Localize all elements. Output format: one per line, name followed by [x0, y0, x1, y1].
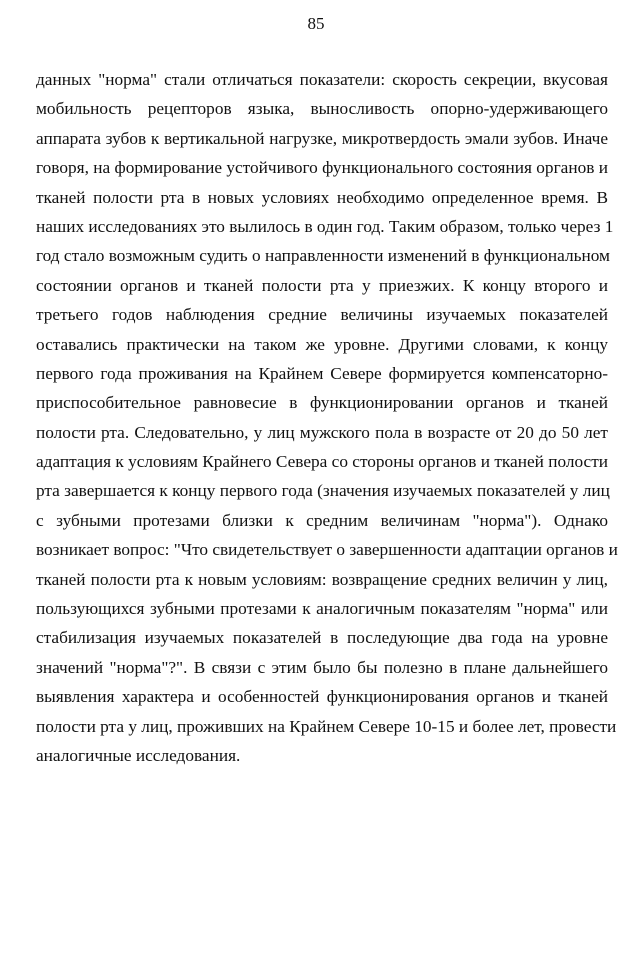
- text-line: полости рта у лиц, проживших на Крайнем Севере 10-15 и более лет, провести: [36, 716, 617, 736]
- text-line: рта завершается к концу первого года (значения изучаемых показателей у лиц: [36, 481, 610, 501]
- text-line: оставались практически на таком же уровне. Другими словами, к концу: [36, 334, 608, 354]
- text-line: тканей полости рта в новых условиях необходимо определенное время. В: [36, 187, 608, 207]
- text-line: третьего годов наблюдения средние величины изучаемых показателей: [36, 305, 608, 325]
- text-line: состоянии органов и тканей полости рта у приезжих. К концу второго и: [36, 275, 608, 295]
- text-line: первого года проживания на Крайнем Севере формируется компенсаторно-: [36, 363, 608, 383]
- text-line: возникает вопрос: "Что свидетельствует о завершенности адаптации органов и: [36, 540, 618, 560]
- text-line: тканей полости рта к новым условиям: возвращение средних величин у лиц,: [36, 569, 608, 589]
- text-line: данных "норма" стали отличаться показатели: скорость секреции, вкусовая: [36, 70, 608, 89]
- text-line: стабилизация изучаемых показателей в последующие два года на уровне: [36, 628, 608, 648]
- text-line: адаптация к условиям Крайнего Севера со стороны органов и тканей полости: [36, 452, 609, 472]
- text-line: аппарата зубов к вертикальной нагрузке, микротвердость эмали зубов. Иначе: [36, 128, 608, 148]
- text-line: наших исследованиях это вылилось в один год. Таким образом, только через 1: [36, 216, 614, 236]
- text-line: год стало возможным судить о направленности изменений в функциональном: [36, 246, 610, 266]
- text-line: с зубными протезами близки к средним величинам "норма"). Однако: [36, 510, 608, 530]
- text-line: говоря, на формирование устойчивого функционального состояния органов и: [36, 158, 608, 178]
- text-line: значений "норма"?". В связи с этим было бы полезно в плане дальнейшего: [36, 657, 608, 677]
- text-line: выявления характера и особенностей функционирования органов и тканей: [36, 687, 608, 707]
- text-line: полости рта. Следовательно, у лиц мужского пола в возрасте от 20 до 50 лет: [36, 422, 608, 442]
- text-line: приспособительное равновесие в функционировании органов и тканей: [36, 393, 608, 413]
- text-line-last: аналогичные исследования.: [36, 745, 241, 765]
- text-line: пользующихся зубными протезами к аналогичным показателям "норма" или: [36, 599, 608, 619]
- body-paragraph: [36, 65, 618, 770]
- text-line: мобильность рецепторов языка, выносливость опорно-удерживающего: [36, 99, 608, 119]
- page-number: 85: [307, 14, 325, 33]
